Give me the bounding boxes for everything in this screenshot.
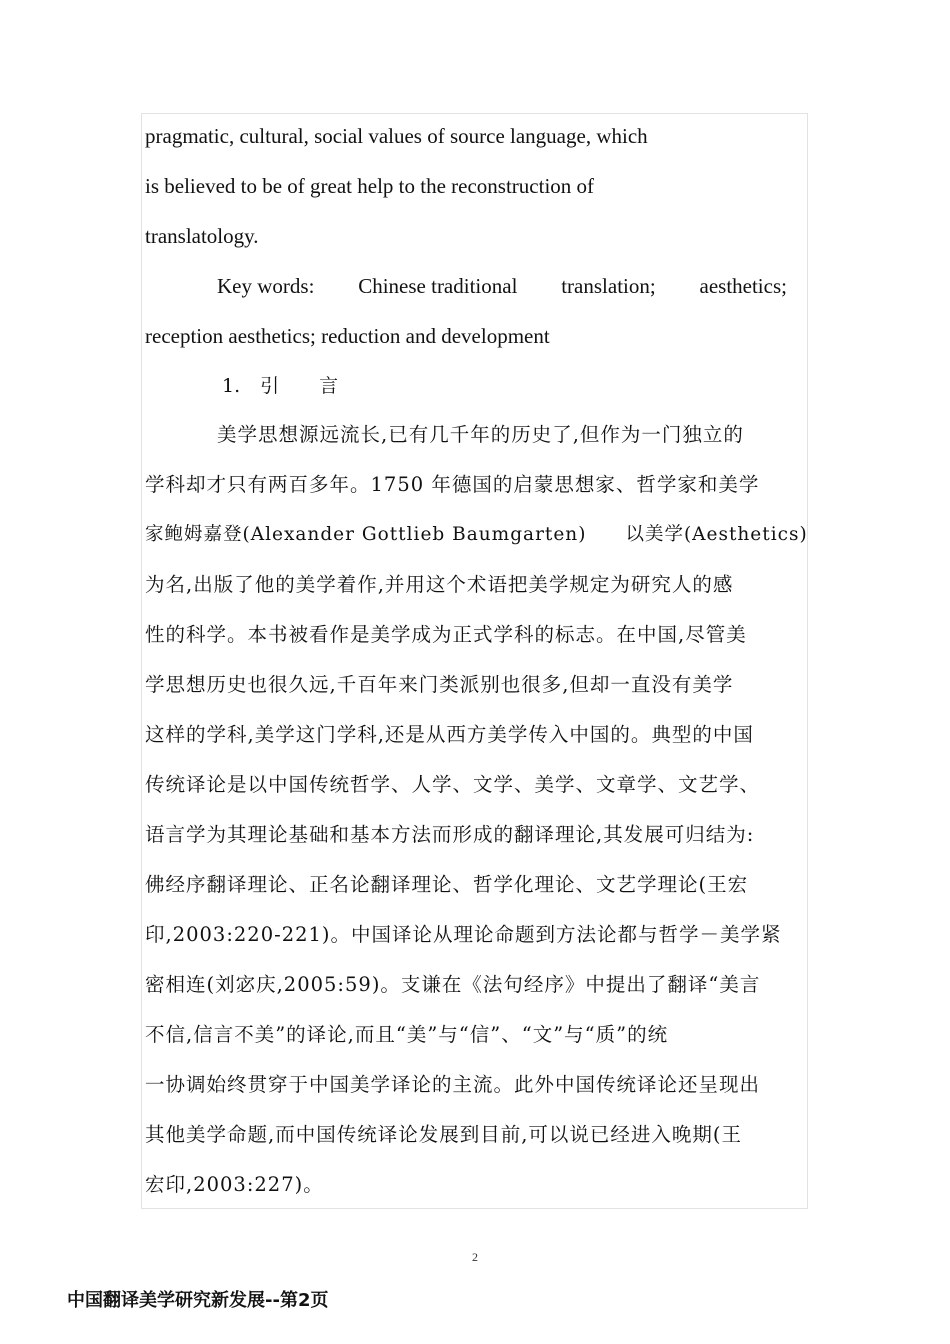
abstract-line: is believed to be of great help to the reconstruction of (145, 174, 595, 198)
body-line: 为名,出版了他的美学着作,并用这个术语把美学规定为研究人的感 (145, 573, 734, 596)
body-line: 不信,信言不美”的译论,而且“美”与“信”、“文”与“质”的统 (145, 1023, 669, 1046)
body-line: 一协调始终贯穿于中国美学译论的主流。此外中国传统译论还呈现出 (145, 1073, 761, 1096)
section-heading (222, 361, 338, 411)
section-title-char: 引 (260, 375, 280, 397)
abstract-line: pragmatic, cultural, social values of source language, which (145, 124, 648, 148)
keywords-line (217, 261, 787, 311)
body-line: 其他美学命题,而中国传统译论发展到目前,可以说已经进入晚期(王 (145, 1123, 743, 1146)
footer-caption: 中国翻译美学研究新发展--第2页 (67, 1290, 329, 1311)
keyword: translation; (561, 274, 656, 298)
section-number: 1. (222, 375, 241, 397)
section-title-char: 言 (319, 375, 339, 397)
body-line: 印,2003:220-221)。中国译论从理论命题到方法论都与哲学－美学紧 (145, 923, 782, 946)
body-line: 这样的学科,美学这门学科,还是从西方美学传入中国的。典型的中国 (145, 723, 754, 746)
body-line: 佛经序翻译理论、正名论翻译理论、哲学化理论、文艺学理论(王宏 (145, 873, 749, 896)
keyword: aesthetics; (699, 274, 787, 298)
abstract-line: translatology. (145, 224, 259, 248)
keyword: Chinese traditional (358, 274, 518, 298)
body-line: 学思想历史也很久远,千百年来门类派别也很多,但却一直没有美学 (145, 673, 734, 696)
body-line: 学科却才只有两百多年。1750 年德国的启蒙思想家、哲学家和美学 (145, 473, 760, 496)
body-line: 宏印,2003:227)。 (145, 1173, 324, 1196)
keywords-label: Key words: (217, 274, 315, 298)
body-line: 家鲍姆嘉登(Alexander Gottlieb Baumgarten) 以美学(Aesthetics) (145, 524, 808, 545)
body-line: 传统译论是以中国传统哲学、人学、文学、美学、文章学、文艺学、 (145, 773, 761, 796)
body-line: 语言学为其理论基础和基本方法而形成的翻译理论,其发展可归结为: (145, 823, 755, 846)
page-number: 2 (472, 1250, 478, 1264)
body-line: 性的科学。本书被看作是美学成为正式学科的标志。在中国,尽管美 (145, 623, 747, 646)
body-line: 美学思想源远流长,已有几千年的历史了,但作为一门独立的 (217, 423, 744, 446)
keywords-line-2: reception aesthetics; reduction and development (145, 324, 550, 348)
body-line: 密相连(刘宓庆,2005:59)。支谦在《法句经序》中提出了翻译“美言 (145, 973, 761, 996)
